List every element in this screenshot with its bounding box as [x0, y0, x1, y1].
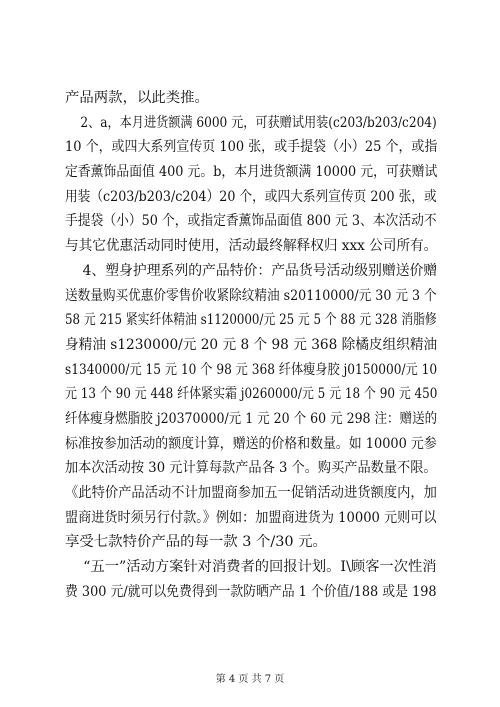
- text-line: 手提袋（小）50 个，或指定香薰饰品面值 800 元 3、本次活动不: [65, 213, 437, 230]
- text-line: 与其它优惠活动同时使用，活动最终解释权归 xxx 公司所有。: [65, 238, 438, 255]
- document-body: [65, 86, 437, 604]
- text-line: 定香薰饰品面值 400 元。b，本月进货额满 10000 元，可获赠试: [65, 164, 438, 181]
- text-line: 《此特价产品活动不计加盟商参加五一促销活动进货额度内，加: [65, 485, 437, 501]
- text-line: 10 个，或四大系列宣传页 100 张，或手提袋（小）25 个，或指: [65, 139, 438, 156]
- text-line: 加本次活动按 30 元计算每款产品各 3 个。购买产品数量不限。: [65, 460, 437, 477]
- text-line: 费 300 元/就可以免费得到一款防晒产品 1 个价值/188 或是 198: [65, 583, 437, 600]
- text-line: “五一”活动方案针对消费者的回报计划。I\顾客一次性消: [65, 559, 437, 576]
- text-line: 产品两款，以此类推。: [65, 90, 209, 106]
- text-line: 纤体瘦身燃脂胶 j20370000/元 1 元 20 个 60 元 298 注：赠送的: [65, 410, 438, 427]
- text-line: 享受七款特价产品的每一款 3 个/30 元。: [65, 534, 327, 551]
- text-line: 4、塑身护理系列的产品特价：产品货号活动级别赠送价赠: [65, 262, 438, 279]
- text-line: 2、a，本月进货额满 6000 元，可获赠试用装(c203/b203/c204): [65, 114, 437, 131]
- text-line: 标准按参加活动的额度计算，赠送的价格和数量。如 10000 元参: [65, 435, 437, 452]
- text-line: 身精油 s1230000/元 20 元 8 个 98 元 368 除橘皮组织精油: [65, 336, 438, 353]
- text-line: 送数量购买优惠价零售价收紧除纹精油 s20110000/元 30 元 3 个: [65, 287, 437, 304]
- page-number: 第 4 页 共 7 页: [215, 674, 285, 685]
- text-line: 盟商进货时须另行付款。》例如：加盟商进货为 10000 元则可以: [65, 509, 437, 526]
- text-line: 用装（c203/b203/c204）20 个，或四大系列宣传页 200 张，或: [65, 188, 437, 205]
- text-line: s1340000/元 15 元 10 个 98 元 368 纤体瘦身胶 j0150000/元 10: [65, 361, 438, 378]
- text-line: 58 元 215 紧实纤体精油 s1120000/元 25 元 5 个 88 元 328 消脂修: [65, 312, 437, 329]
- text-line: 元 13 个 90 元 448 纤体紧实霜 j0260000/元 5 元 18 个 90 元 450: [65, 386, 438, 403]
